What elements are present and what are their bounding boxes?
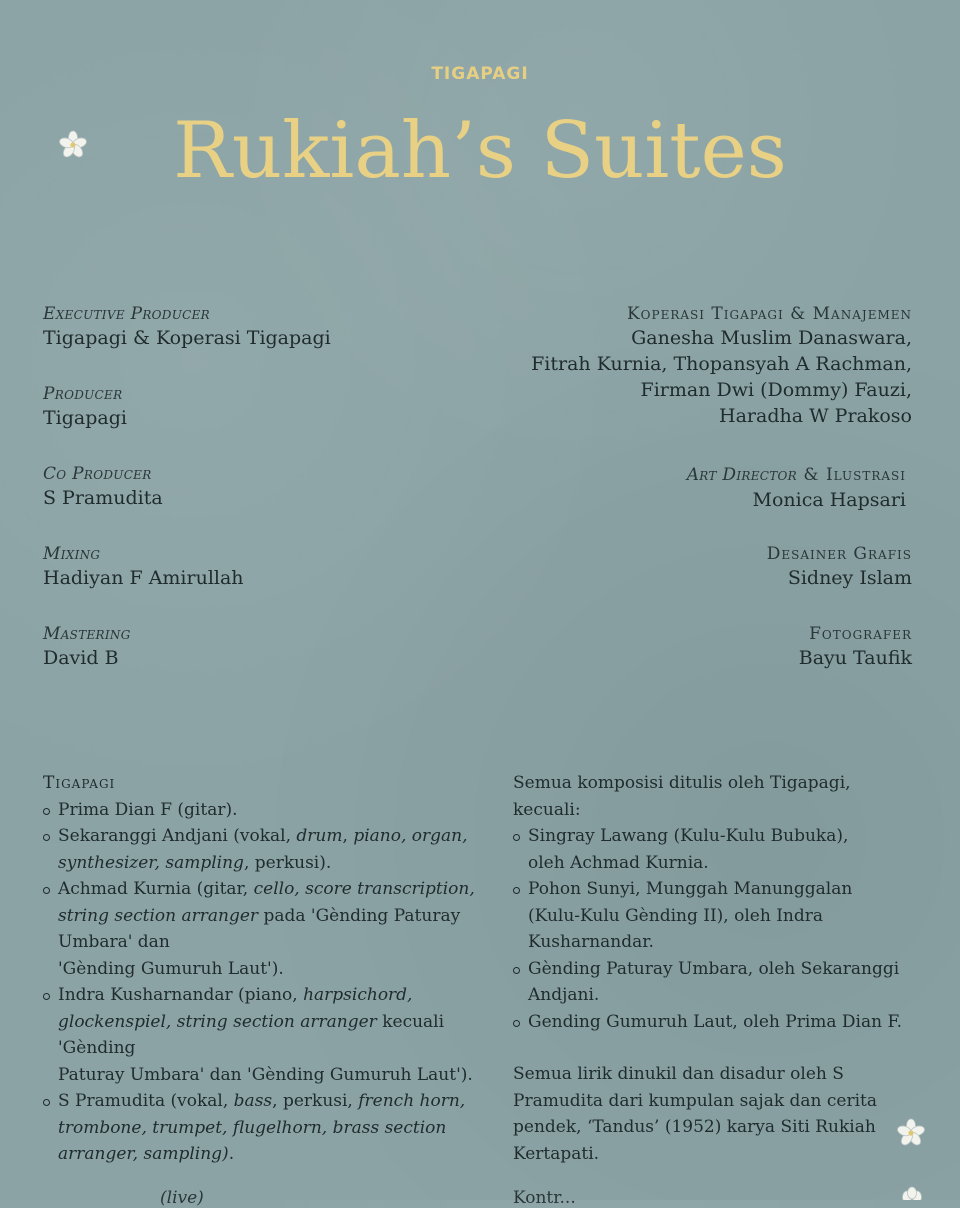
cutoff-text-left: (live) xyxy=(160,1188,204,1208)
cutoff-text-right: Kontr... xyxy=(513,1188,576,1208)
credit-name: Sidney Islam xyxy=(787,567,912,589)
list-item xyxy=(513,823,913,876)
credit-name: Firman Dwi (Dommy) Fauzi, xyxy=(640,379,912,401)
member-text: 'Gènding Gumuruh Laut'). xyxy=(58,958,284,979)
credit-role: Desainer Grafis xyxy=(766,544,912,564)
member-instrument: harpsichord, xyxy=(303,985,413,1005)
member-instrument: bass xyxy=(233,1091,273,1111)
list-item xyxy=(43,982,483,1088)
member-instrument: drum xyxy=(296,826,343,846)
credit-name: S Pramudita xyxy=(43,487,163,509)
compositions-intro: Semua komposisi ditulis oleh Tigapagi, kecuali: xyxy=(513,773,851,820)
credit-name: Monica Hapsari xyxy=(752,489,906,511)
credit-role-italic: Art Director xyxy=(686,465,798,485)
member-text: kecuali 'Gènding xyxy=(58,1011,445,1058)
lyrics-text: pendek, ‘Tandus’ (1952) karya Siti Rukiah xyxy=(513,1117,876,1137)
member-text: S Pramudita (vokal, xyxy=(58,1091,234,1111)
tigapagi-logo: TIGAPAGI xyxy=(431,64,529,84)
member-text: . xyxy=(228,1144,235,1164)
compositions xyxy=(513,770,913,1167)
composition-text: Pohon Sunyi, Munggah Manunggalan xyxy=(528,879,853,899)
credit-koperasi xyxy=(482,303,912,463)
composition-text: (Kulu-Kulu Gènding II), oleh Indra xyxy=(528,905,824,926)
flower-icon xyxy=(898,1186,926,1200)
list-item xyxy=(43,876,483,982)
member-text: Indra Kusharnandar (piano, xyxy=(58,985,304,1005)
lyrics-note xyxy=(513,1061,913,1167)
member-text: Sekaranggi Andjani (vokal, xyxy=(58,826,297,846)
credits-right xyxy=(482,303,912,703)
page-title: Rukiah’s Suites xyxy=(173,106,787,196)
member-instrument: cello, score transcription, xyxy=(253,879,475,899)
credit-role: Producer xyxy=(43,384,123,404)
credit-mastering xyxy=(43,623,473,703)
member-instrument: synthesizer, sampling xyxy=(58,852,244,873)
member-instrument: arranger, sampling) xyxy=(58,1144,229,1164)
list-item xyxy=(513,1009,913,1036)
credit-desainer-grafis xyxy=(482,543,912,623)
list-item xyxy=(43,797,483,824)
credit-mixing xyxy=(43,543,473,623)
member-text: Paturay Umbara' dan 'Gènding Gumuruh Laut'). xyxy=(58,1064,473,1085)
member-instrument: french horn, xyxy=(358,1091,466,1111)
member-text: Achmad Kurnia (gitar, xyxy=(58,879,254,899)
flower-icon xyxy=(58,130,88,160)
composition-text: oleh Achmad Kurnia. xyxy=(528,852,709,873)
member-text: Prima Dian F (gitar). xyxy=(58,799,238,820)
member-text: , xyxy=(342,826,354,846)
credit-role: Mastering xyxy=(43,624,131,644)
credit-role: Executive Producer xyxy=(43,304,211,324)
credit-name: Hadiyan F Amirullah xyxy=(43,567,244,589)
credit-role: Fotografer xyxy=(809,624,912,644)
credit-name: Tigapagi xyxy=(43,407,127,429)
credit-name: Ganesha Muslim Danaswara, xyxy=(631,327,912,349)
credit-role: Koperasi Tigapagi & Manajemen xyxy=(626,304,912,324)
member-instrument: piano, organ, xyxy=(353,826,468,846)
composition-text: Gending Gumuruh Laut, oleh Prima Dian F. xyxy=(528,1011,903,1032)
credit-role-caps: & Ilustrasi xyxy=(797,465,906,485)
member-instrument: string section arranger xyxy=(58,905,259,926)
credit-executive-producer xyxy=(43,303,473,383)
member-text: , perkusi, xyxy=(272,1091,359,1111)
credit-producer xyxy=(43,383,473,463)
list-item xyxy=(43,823,483,876)
credit-name: David B xyxy=(43,647,119,669)
band-members xyxy=(43,770,483,1168)
credits-left xyxy=(43,303,473,703)
credit-name: Bayu Taufik xyxy=(798,647,912,669)
composition-text: Gènding Paturay Umbara, oleh Sekaranggi xyxy=(528,958,900,979)
member-instrument: glockenspiel, string section arranger xyxy=(58,1011,377,1032)
lyrics-text: Semua lirik dinukil dan disadur oleh S xyxy=(513,1064,844,1084)
list-item xyxy=(513,876,913,956)
list-item xyxy=(43,1088,483,1168)
credit-co-producer xyxy=(43,463,473,543)
credit-name: Tigapagi & Koperasi Tigapagi xyxy=(43,327,331,349)
member-instrument: trombone, trumpet, flugelhorn, brass section xyxy=(58,1117,447,1138)
band-label: Tigapagi xyxy=(43,773,116,793)
composition-text: Kusharnandar. xyxy=(528,932,654,952)
member-text: Umbara' dan xyxy=(58,932,170,952)
credit-role: Co Producer xyxy=(43,464,152,484)
credit-name: Haradha W Prakoso xyxy=(719,405,912,427)
composition-text: Andjani. xyxy=(528,985,600,1005)
composition-text: Singray Lawang (Kulu-Kulu Bubuka), xyxy=(528,826,849,846)
credit-art-director xyxy=(482,463,912,543)
lyrics-text: Kertapati. xyxy=(513,1143,600,1164)
member-text: pada 'Gènding Paturay xyxy=(258,905,461,926)
credit-role: Mixing xyxy=(43,544,101,564)
credit-role xyxy=(482,463,906,487)
credit-name: Fitrah Kurnia, Thopansyah A Rachman, xyxy=(531,353,912,375)
list-item xyxy=(513,956,913,1009)
credit-fotografer xyxy=(482,623,912,703)
member-text: , perkusi). xyxy=(243,852,332,873)
lyrics-text: Pramudita dari kumpulan sajak dan cerita xyxy=(513,1090,878,1111)
